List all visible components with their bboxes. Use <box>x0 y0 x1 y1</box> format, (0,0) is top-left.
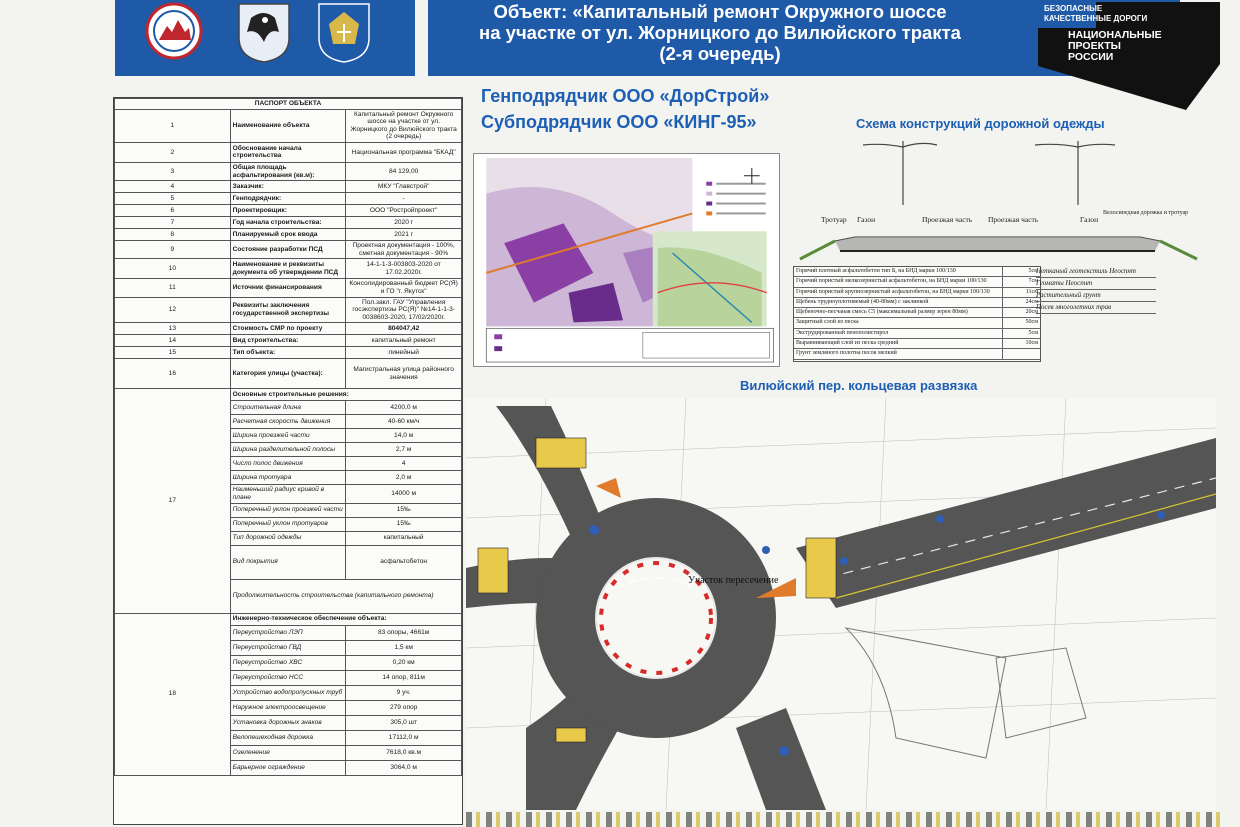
row-value: Проектная документация - 100%, сметная документация - 90% <box>346 241 462 259</box>
section-header-row <box>115 389 462 401</box>
legend-item: Посев многолетних трав <box>1036 302 1156 314</box>
row-name: Общая площадь асфальтирования (кв.м): <box>230 162 346 180</box>
label-carriageway-left: Проезжая часть <box>922 215 973 224</box>
passport-row <box>115 359 462 389</box>
row-value: Консолидированный бюджет РС(Я) и ГО "г. Якутск" <box>346 279 462 297</box>
object-title <box>430 1 1010 64</box>
object-passport-table <box>113 97 463 825</box>
section-row-value: 17112,0 м <box>346 730 462 745</box>
interchange-title: Вилюйский пер. кольцевая развязка <box>740 378 978 393</box>
section-row-value: 279 опор <box>346 700 462 715</box>
row-value: - <box>346 193 462 205</box>
section-row-name: Поперечный уклон тротуаров <box>230 517 346 531</box>
row-name: Заказчик: <box>230 181 346 193</box>
row-value: линейный <box>346 347 462 359</box>
section-header: Основные строительные решения: <box>230 389 461 401</box>
legend-item: Геоматы Неоспнт <box>1036 278 1156 290</box>
row-number: 6 <box>115 205 231 217</box>
section-row-name: Поперечный уклон проезжей части <box>230 503 346 517</box>
passport-row <box>115 142 462 162</box>
section-row-name: Строительная длина <box>230 401 346 415</box>
badge-caption: БЕЗОПАСНЫЕ КАЧЕСТВЕННЫЕ ДОРОГИ <box>1044 4 1148 23</box>
section-row-value: 3064,0 м <box>346 760 462 775</box>
section-row-value: 9 уч. <box>346 685 462 700</box>
layer-name: Защитный слой из песка <box>794 318 1002 328</box>
layer-name: Грунт земляного полотна песок мелкий <box>794 349 1002 359</box>
label-lawn-right: Газон <box>1080 215 1099 224</box>
section-row-value: 83 опоры, 4661м <box>346 625 462 640</box>
row-value: 14-1-1-3-003803-2020 от 17.02.2020г. <box>346 259 462 279</box>
section-row-name: Переустройство ХВС <box>230 655 346 670</box>
passport-row <box>115 279 462 297</box>
section-header-row <box>115 613 462 625</box>
yakutia-emblem-icon <box>145 2 203 64</box>
row-value: Пол.закл. ГАУ "Управления госэкспертизы РС(Я)" №14-1-1-3-0038603-2020, 17/02/2020г. <box>346 297 462 323</box>
section-row-value: 40-60 км/ч <box>346 415 462 429</box>
passport-row <box>115 205 462 217</box>
passport-row <box>115 181 462 193</box>
layer-row <box>794 287 1040 297</box>
section-row-value: 4200,0 м <box>346 401 462 415</box>
row-number: 10 <box>115 259 231 279</box>
section-row-name: Переустройство ЛЭП <box>230 625 346 640</box>
section-header: Инженерно-техническое обеспечение объекта: <box>230 613 461 625</box>
row-name: Стоимость СМР по проекту <box>230 323 346 335</box>
layer-row <box>794 297 1040 307</box>
passport-row <box>115 297 462 323</box>
row-name: Источник финансирования <box>230 279 346 297</box>
layer-name: Горячий пористый мелкозернистый асфальтобетон, на БНД марки 100/130 <box>794 277 1002 287</box>
row-name: Состояние разработки ПСД <box>230 241 346 259</box>
passport-title: ПАСПОРТ ОБЪЕКТА <box>115 99 462 110</box>
subcontractor: Субподрядчик ООО «КИНГ-95» <box>481 112 757 132</box>
section-row-name: Расчетная скорость движения <box>230 415 346 429</box>
roundabout-plan <box>466 398 1216 810</box>
title-line-2: на участке от ул. Жорницкого до Вилюйского тракта <box>479 22 961 43</box>
section-row-name: Наименьший радиус кривой в плане <box>230 485 346 503</box>
layer-row <box>794 349 1040 359</box>
passport-row <box>115 193 462 205</box>
pavement-layers-table <box>793 266 1041 362</box>
row-name: Обоснование начала строительства <box>230 142 346 162</box>
section-number: 18 <box>115 613 231 775</box>
map-legend <box>706 182 765 216</box>
section-row-name: Наружное электроосвещение <box>230 700 346 715</box>
label-carriageway-right: Проезжая часть <box>988 215 1039 224</box>
intersection-label: Участок пересечение <box>688 575 779 586</box>
section-row-value: 15‰ <box>346 503 462 517</box>
layer-thickness: 50см <box>1002 318 1040 328</box>
section-row-value: 4 <box>346 457 462 471</box>
passport-row <box>115 109 462 142</box>
label-lawn-left: Газон <box>857 215 876 224</box>
section-row-name: Вид покрытия <box>230 545 346 579</box>
row-name: Генподрядчик: <box>230 193 346 205</box>
row-value: капитальный ремонт <box>346 335 462 347</box>
row-value: Национальная программа "БКАД" <box>346 142 462 162</box>
row-number: 11 <box>115 279 231 297</box>
pavement-schema-title: Схема конструкций дорожной одежды <box>856 116 1105 131</box>
section-row-value: 1,5 км <box>346 640 462 655</box>
row-number: 9 <box>115 241 231 259</box>
legend-item: Нетканый геотекстиль Неоспнт <box>1036 266 1156 278</box>
row-value: Магистральная улица районного значения <box>346 359 462 389</box>
section-row-value: асфальтобетон <box>346 545 462 579</box>
layer-thickness: 11см <box>1002 287 1040 297</box>
passport-row <box>115 241 462 259</box>
passport-row <box>115 347 462 359</box>
row-value: МКУ "Главстрой" <box>346 181 462 193</box>
row-value: 2021 г <box>346 229 462 241</box>
section-row-value: капитальный <box>346 531 462 545</box>
section-row-name: Тип дорожной одежды <box>230 531 346 545</box>
layer-row <box>794 328 1040 338</box>
layer-thickness: 5см <box>1002 267 1040 277</box>
section-row-value: 0,20 км <box>346 655 462 670</box>
row-value: Капитальный ремонт Окружного шоссе на участке от ул. Жорницкого до Вилюйского тракта (2 очередь) <box>346 109 462 142</box>
section-row-name: Ширина тротуара <box>230 471 346 485</box>
section-row-name: Число полос движения <box>230 457 346 471</box>
section-row-name: Переустройство НСС <box>230 670 346 685</box>
legend-item: Растительный грунт <box>1036 290 1156 302</box>
layer-thickness: 10см <box>1002 339 1040 349</box>
row-number: 3 <box>115 162 231 180</box>
row-name: Реквизиты заключения государственной экспертизы <box>230 297 346 323</box>
layer-row <box>794 277 1040 287</box>
header-emblem-bar <box>115 0 415 76</box>
section-row-value: 7618,0 кв.м <box>346 745 462 760</box>
section-row-name: Устройство водопропускных труб <box>230 685 346 700</box>
row-name: Категория улицы (участка): <box>230 359 346 389</box>
layer-name: Горячий пористый крупнозернистый асфальтобетон, на БНД марки 100/130 <box>794 287 1002 297</box>
row-number: 13 <box>115 323 231 335</box>
label-sidewalk: Тротуар <box>821 215 847 224</box>
row-number: 14 <box>115 335 231 347</box>
row-value: 2020 г <box>346 217 462 229</box>
section-row-value: 14,0 м <box>346 429 462 443</box>
section-row-name: Установка дорожных знаков <box>230 715 346 730</box>
layer-row <box>794 318 1040 328</box>
location-map <box>473 153 780 367</box>
section-row-value: 2,0 м <box>346 471 462 485</box>
label-bike-path: Велосипедная дорожка и тротуар <box>1103 210 1189 216</box>
row-number: 15 <box>115 347 231 359</box>
layer-name: Экструдированный пенополистирол <box>794 328 1002 338</box>
row-name: Наименование объекта <box>230 109 346 142</box>
passport-row <box>115 162 462 180</box>
row-name: Вид строительства: <box>230 335 346 347</box>
north-arrow-icon <box>744 168 760 184</box>
bottom-border-strip <box>466 812 1226 827</box>
yakutsk-emblem-icon <box>235 2 293 64</box>
row-value: ООО "Ростройпроект" <box>346 205 462 217</box>
map-stamp <box>486 328 773 362</box>
section-row-name: Продолжительность строительства (капитального ремонта) <box>230 579 461 613</box>
layer-thickness <box>1002 349 1040 359</box>
section-row-name: Барьерное ограждение <box>230 760 346 775</box>
layer-row <box>794 308 1040 318</box>
title-line-1: Объект: «Капитальный ремонт Окружного шоссе <box>493 1 947 22</box>
row-number: 12 <box>115 297 231 323</box>
row-name: Планируемый срок ввода <box>230 229 346 241</box>
row-name: Наименование и реквизиты документа об утверждении ПСД <box>230 259 346 279</box>
layer-name: Щебеночно-песчаная смесь С5 (максимальный размер зерен 80мм) <box>794 308 1002 318</box>
row-value: 84 129,00 <box>346 162 462 180</box>
road-agency-emblem-icon <box>315 2 373 64</box>
row-number: 1 <box>115 109 231 142</box>
row-number: 16 <box>115 359 231 389</box>
layer-row <box>794 267 1040 277</box>
section-number: 17 <box>115 389 231 613</box>
row-number: 8 <box>115 229 231 241</box>
row-name: Год начала строительства: <box>230 217 346 229</box>
section-row-value: 14 опор, 811м <box>346 670 462 685</box>
general-contractor: Генподрядчик ООО «ДорСтрой» <box>481 86 770 106</box>
section-row-value: 2,7 м <box>346 443 462 457</box>
section-row-value: 305,0 шт <box>346 715 462 730</box>
passport-row <box>115 217 462 229</box>
layer-thickness: 24см <box>1002 297 1040 307</box>
layer-thickness: 7см <box>1002 277 1040 287</box>
layer-name: Выравнивающий слой из песка средний <box>794 339 1002 349</box>
badge-national-projects-text: НАЦИОНАЛЬНЫЕ ПРОЕКТЫ РОССИИ <box>1068 29 1162 63</box>
passport-row <box>115 323 462 335</box>
section-row-name: Переустройство ГВД <box>230 640 346 655</box>
section-row-name: Озеленение <box>230 745 346 760</box>
layer-thickness: 5см <box>1002 328 1040 338</box>
passport-row <box>115 229 462 241</box>
section-row-name: Ширина разделительной полосы <box>230 443 346 457</box>
geo-legend <box>1036 266 1156 314</box>
passport-row <box>115 259 462 279</box>
section-row-value: 14000 м <box>346 485 462 503</box>
row-value: 804047,42 <box>346 323 462 335</box>
road-cross-section <box>795 133 1200 265</box>
passport-row <box>115 335 462 347</box>
row-number: 2 <box>115 142 231 162</box>
section-row-value: 15‰ <box>346 517 462 531</box>
section-row-name: Велопешеходная дорожка <box>230 730 346 745</box>
title-line-3: (2-я очередь) <box>659 43 781 64</box>
layer-row <box>794 339 1040 349</box>
layer-name: Щебень трудноуплотняемый (40-80мм) с заклинкой <box>794 297 1002 307</box>
layer-name: Горячий плотный асфальтобетон тип Б, на БНД марки 100/130 <box>794 267 1002 277</box>
row-number: 5 <box>115 193 231 205</box>
row-number: 7 <box>115 217 231 229</box>
layer-thickness: 20см <box>1002 308 1040 318</box>
section-row-name: Ширина проезжей части <box>230 429 346 443</box>
row-number: 4 <box>115 181 231 193</box>
row-name: Тип объекта: <box>230 347 346 359</box>
row-name: Проектировщик: <box>230 205 346 217</box>
